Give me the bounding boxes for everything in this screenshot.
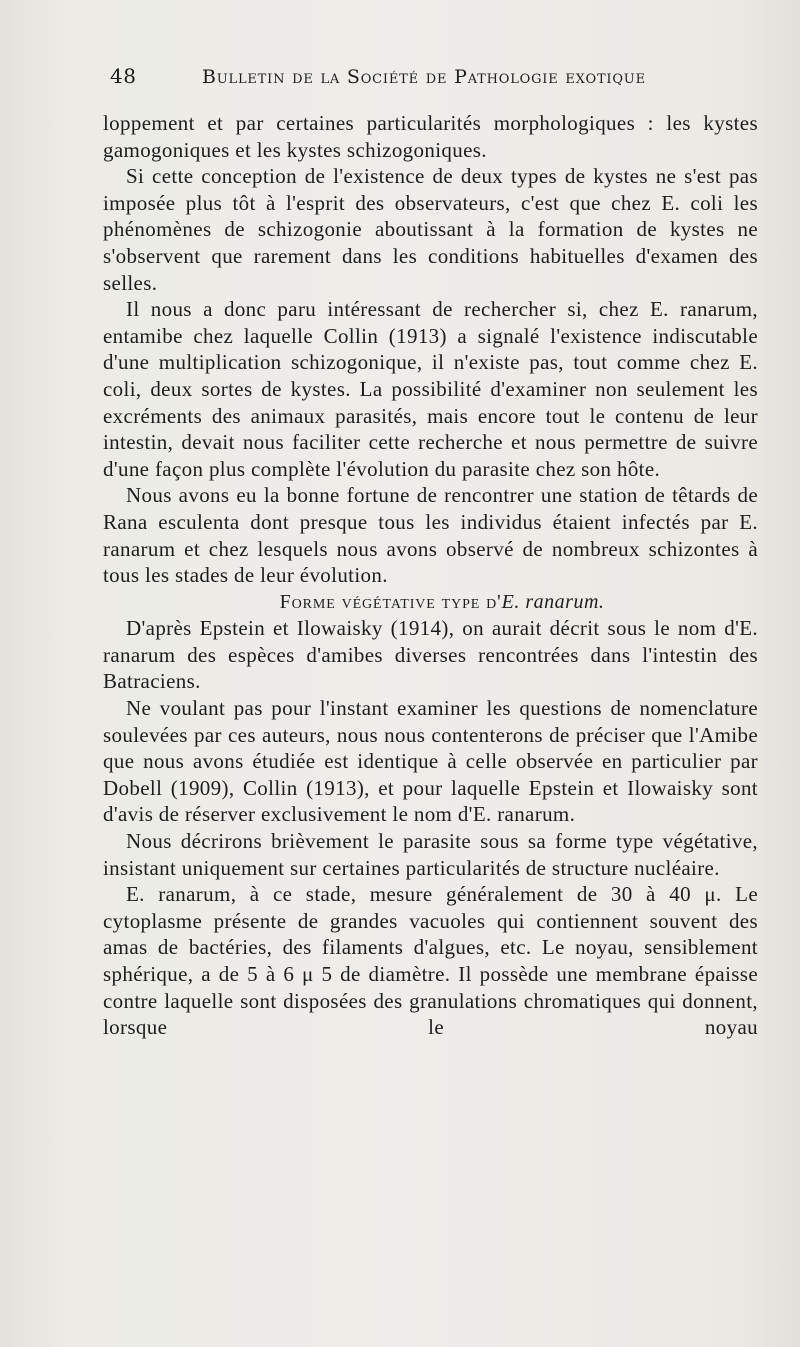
paragraph: Nous décrirons brièvement le parasite sous sa forme type végétative, insistant uniquement sur certaines particularités de structure nucléaire. xyxy=(103,829,758,880)
paragraph: Si cette conception de l'existence de deux types de kystes ne s'est pas imposée plus tôt à l'esprit des observateurs, c'est que chez E. coli les phénomènes de schizogonie aboutissant à la formation de kystes ne s'observent que rarement dans les conditions habituelles d'examen des selles. xyxy=(103,164,758,295)
page-number: 48 xyxy=(110,64,137,88)
paragraph: D'après Epstein et Ilowaisky (1914), on aurait décrit sous le nom d'E. ranarum des espèces d'amibes diverses rencontrées dans l'intestin des Batraciens. xyxy=(103,616,758,694)
paragraph: Ne voulant pas pour l'instant examiner les questions de nomenclature soulevées par ces auteurs, nous nous contenterons de préciser que l'Amibe que nous avons étudiée est identique à celle observée en particulier par Dobell (1909), Collin (1913), et pour laquelle Epstein et Ilowaisky sont d'avis de réserver exclusivement le nom d'E. ranarum. xyxy=(103,696,758,827)
section-heading xyxy=(103,589,758,616)
running-title: Bulletin de la Société de Pathologie exotique xyxy=(202,66,646,88)
body-text xyxy=(103,110,758,1041)
section-heading-prefix: Forme végétative type d' xyxy=(279,590,502,613)
paragraph: Il nous a donc paru intéressant de rechercher si, chez E. ranarum, entamibe chez laquelle Collin (1913) a signalé l'existence indiscutable d'une multiplication schizogonique, il n'existe pas, tout comme chez E. coli, deux sortes de kystes. La possibilité d'examiner non seulement les excréments des animaux parasités, mais encore tout le contenu de leur intestin, devait nous faciliter cette recherche et nous permettre de suivre d'une façon plus complète l'évolution du parasite chez son hôte. xyxy=(103,297,758,481)
section-heading-species: E. ranarum. xyxy=(501,590,605,613)
running-header xyxy=(110,64,750,94)
paragraph: loppement et par certaines particularités morphologiques : les kystes gamogoniques et les kystes schizogoniques. xyxy=(103,111,758,162)
paragraph: E. ranarum, à ce stade, mesure généralement de 30 à 40 μ. Le cytoplasme présente de grandes vacuoles qui contiennent souvent des amas de bactéries, des filaments d'algues, etc. Le noyau, sensiblement sphérique, a de 5 à 6 μ 5 de diamètre. Il possède une membrane épaisse contre laquelle sont disposées des granulations chromatiques qui donnent, lorsque le noyau xyxy=(103,882,758,1040)
paragraph: Nous avons eu la bonne fortune de rencontrer une station de têtards de Rana esculenta dont presque tous les individus étaient infectés par E. ranarum et chez lesquels nous avons observé de nombreux schizontes à tous les stades de leur évolution. xyxy=(103,483,758,588)
